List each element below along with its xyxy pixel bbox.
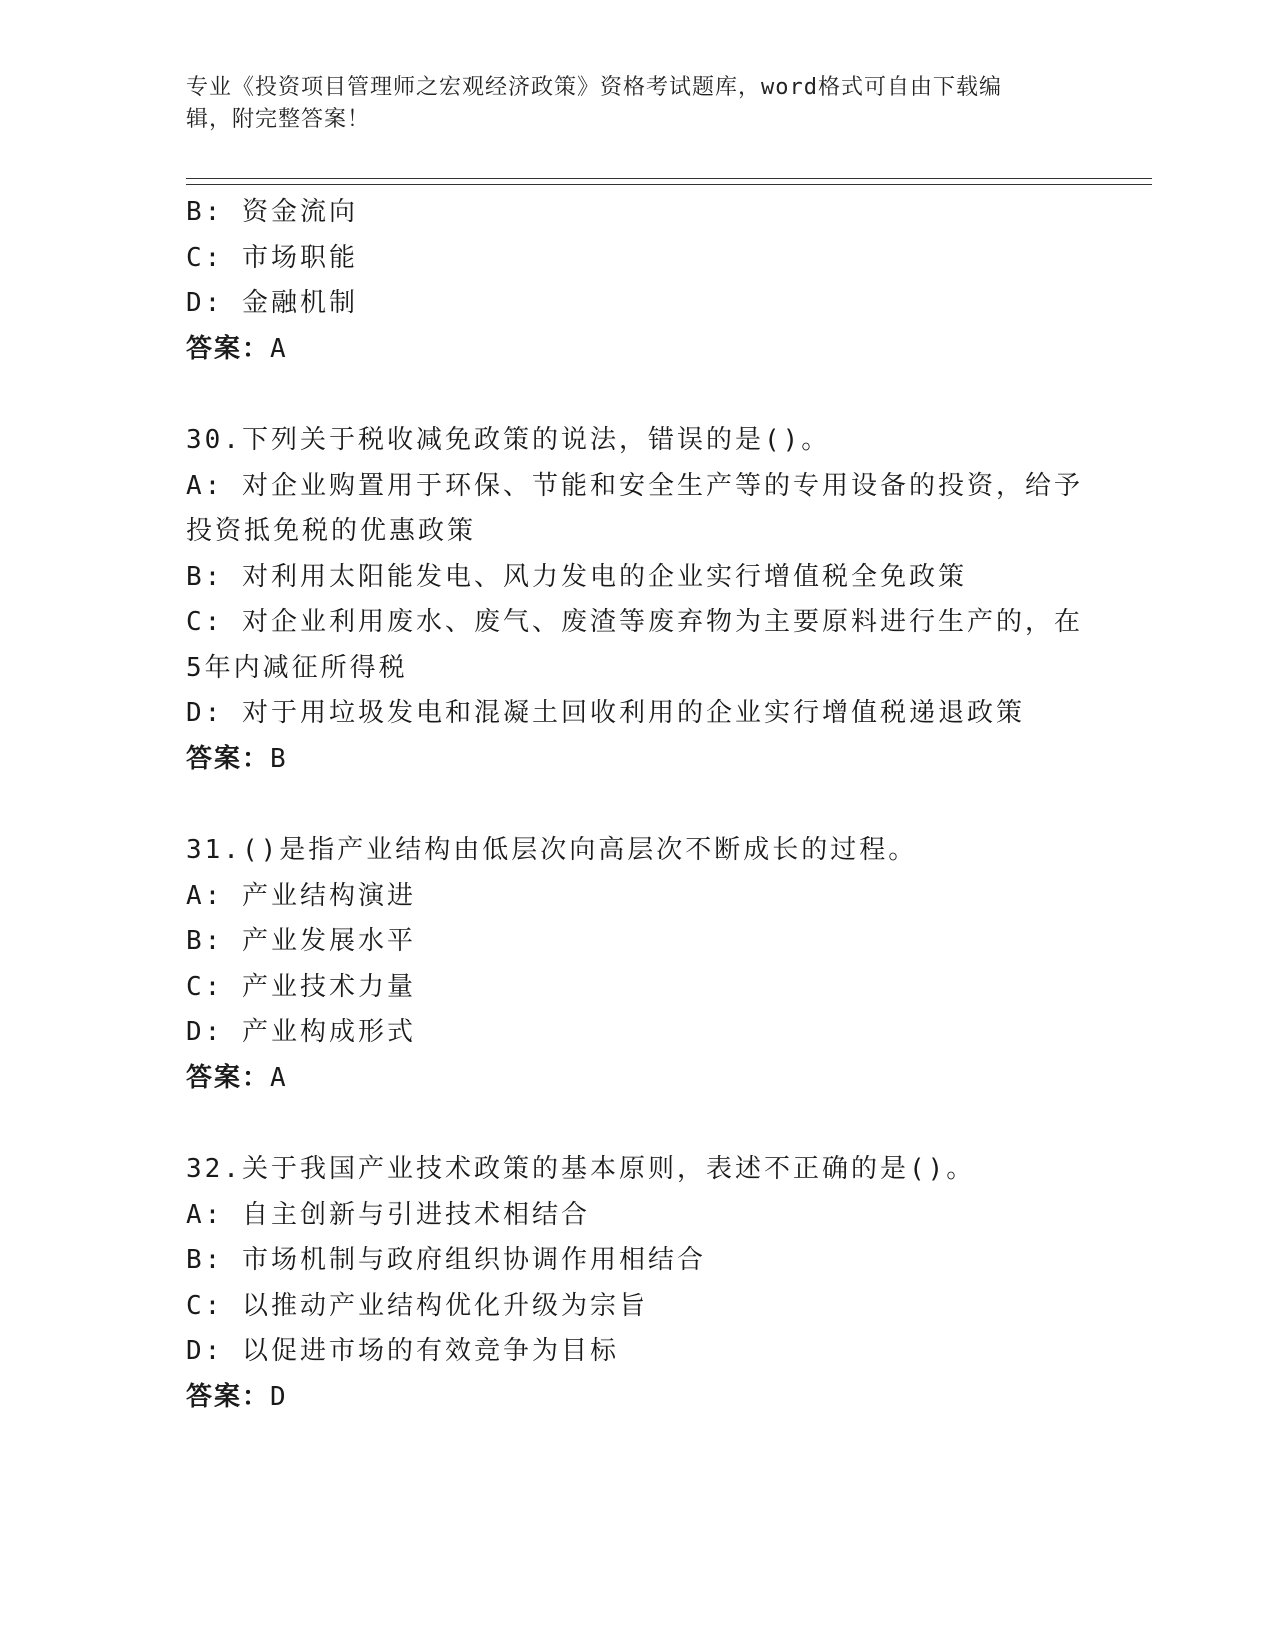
document-header	[186, 72, 1066, 136]
spacer	[186, 1101, 1086, 1147]
option-c-continued: 5年内减征所得税	[186, 652, 408, 683]
option-d: D: 产业构成形式	[186, 1017, 416, 1047]
prev-question-block	[186, 190, 1086, 372]
option-c: C: 市场职能	[186, 242, 358, 273]
option-a: A: 对企业购置用于环保、节能和安全生产等的专用设备的投资，给予	[186, 470, 1083, 501]
answer-label: 答案：	[186, 743, 271, 774]
header-line-1: 专业《投资项目管理师之宏观经济政策》资格考试题库，word格式可自由下载编	[186, 75, 1002, 100]
option-b: B: 对利用太阳能发电、风力发电的企业实行增值税全免政策	[186, 561, 967, 592]
answer-value: D	[270, 1381, 288, 1412]
spacer	[186, 782, 1086, 828]
option-a-continued: 投资抵免税的优惠政策	[186, 516, 477, 546]
option-b: B: 资金流向	[186, 197, 358, 227]
question-body	[186, 190, 1086, 1420]
header-line-2: 辑，附完整答案！	[186, 107, 371, 132]
answer-line	[186, 1375, 1086, 1421]
option-c: C: 以推动产业结构优化升级为宗旨	[186, 1290, 648, 1321]
option-a: A: 产业结构演进	[186, 880, 416, 911]
answer-value: B	[270, 743, 288, 774]
answer-label: 答案：	[186, 1381, 271, 1412]
spacer	[186, 372, 1086, 418]
option-d: D: 金融机制	[186, 288, 358, 318]
option-c: C: 对企业利用废水、废气、废渣等废弃物为主要原料进行生产的，在	[186, 607, 1083, 637]
question-32	[186, 1147, 1086, 1420]
option-a: A: 自主创新与引进技术相结合	[186, 1199, 590, 1230]
option-d: D: 对于用垃圾发电和混凝土回收利用的企业实行增值税递退政策	[186, 698, 1025, 728]
answer-value: A	[270, 333, 288, 364]
answer-label: 答案：	[186, 1062, 271, 1093]
answer-line	[186, 737, 1086, 783]
header-divider-bottom	[186, 184, 1152, 185]
header-divider-top	[186, 178, 1152, 179]
question-31	[186, 828, 1086, 1101]
answer-value: A	[270, 1062, 288, 1093]
question-stem: 32.关于我国产业技术政策的基本原则，表述不正确的是()。	[186, 1154, 976, 1184]
question-stem: 30.下列关于税收减免政策的说法，错误的是()。	[186, 425, 831, 455]
answer-label: 答案：	[186, 333, 271, 364]
answer-line	[186, 1056, 1086, 1102]
answer-line	[186, 327, 1086, 373]
question-stem: 31.()是指产业结构由低层次向高层次不断成长的过程。	[186, 835, 918, 865]
option-b: B: 市场机制与政府组织协调作用相结合	[186, 1245, 706, 1275]
option-b: B: 产业发展水平	[186, 926, 416, 956]
question-30	[186, 418, 1086, 782]
option-d: D: 以促进市场的有效竞争为目标	[186, 1336, 619, 1366]
option-c: C: 产业技术力量	[186, 971, 416, 1002]
